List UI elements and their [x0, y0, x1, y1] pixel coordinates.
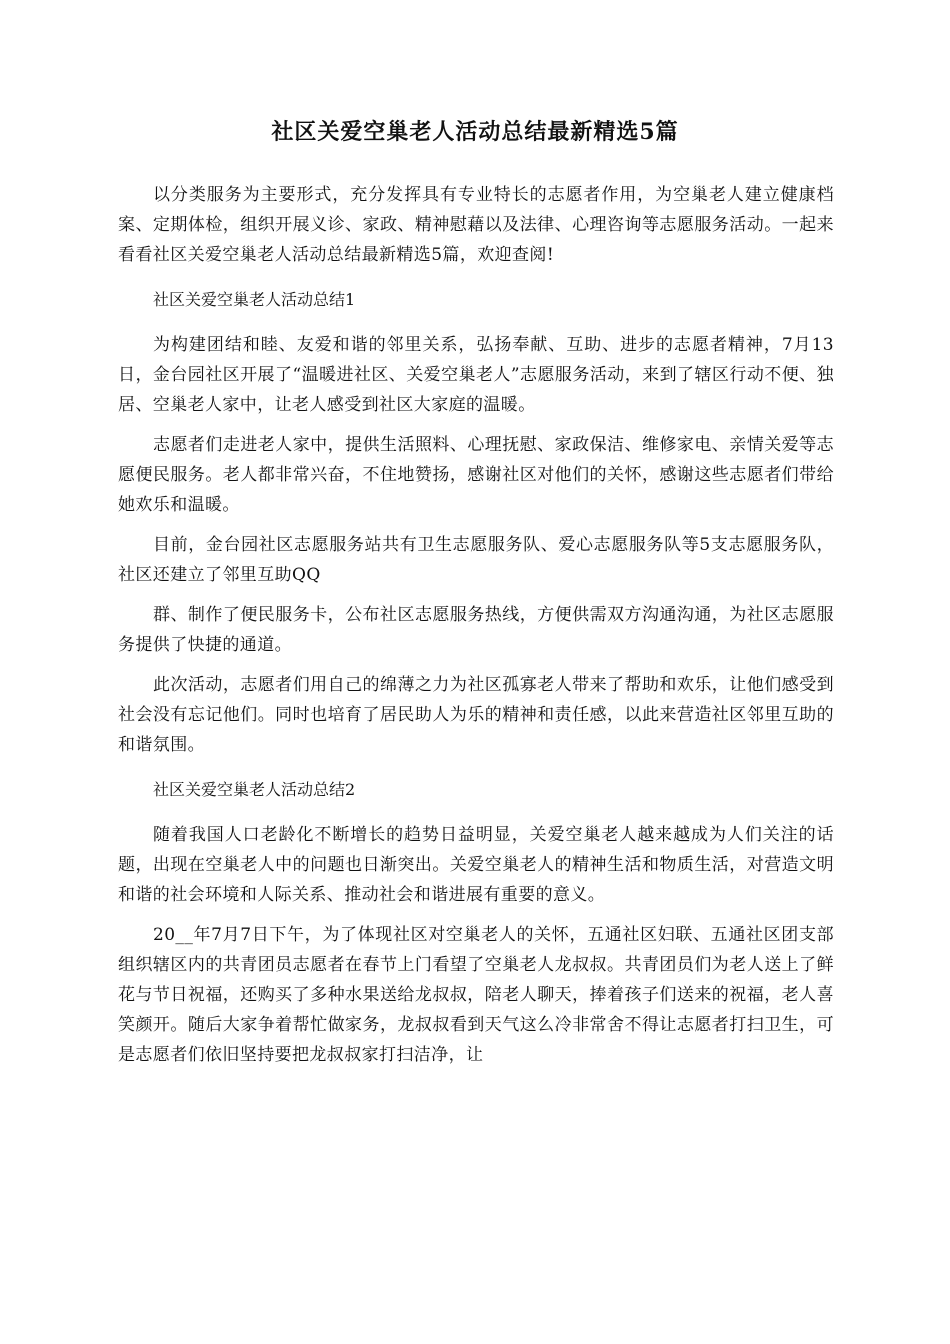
body-paragraph: 此次活动，志愿者们用自己的绵薄之力为社区孤寡老人带来了帮助和欢乐，让他们感受到社会没有忘记他们。同时也培育了居民助人为乐的精神和责任感，以此来营造社区邻里互助的和谐氛围。: [118, 675, 834, 755]
body-paragraph: 群、制作了便民服务卡，公布社区志愿服务热线，方便供需双方沟通沟通，为社区志愿服务提供了快捷的通道。: [118, 605, 834, 655]
body-paragraph: 志愿者们走进老人家中，提供生活照料、心理抚慰、家政保洁、维修家电、亲情关爱等志愿便民服务。老人都非常兴奋，不住地赞扬，感谢社区对他们的关怀，感谢这些志愿者们带给她欢乐和温暖。: [118, 435, 834, 515]
section-heading-1: 社区关爱空巢老人活动总结1: [153, 290, 356, 309]
intro-paragraph: 以分类服务为主要形式，充分发挥具有专业特长的志愿者作用，为空巢老人建立健康档案、定期体检，组织开展义诊、家政、精神慰藉以及法律、心理咨询等志愿服务活动。一起来看看社区关爱空巢老人活动总结最新精选5篇，欢迎查阅!: [118, 185, 834, 265]
body-paragraph: 目前，金台园社区志愿服务站共有卫生志愿服务队、爱心志愿服务队等5支志愿服务队，社区还建立了邻里互助QQ: [118, 535, 834, 585]
document-title: 社区关爱空巢老人活动总结最新精选5篇: [271, 119, 679, 145]
body-paragraph: 为构建团结和睦、友爱和谐的邻里关系，弘扬奉献、互助、进步的志愿者精神，7月13日，金台园社区开展了“温暖进社区、关爱空巢老人”志愿服务活动，来到了辖区行动不便、独居、空巢老人家中，让老人感受到社区大家庭的温暖。: [118, 335, 834, 415]
document-body: [118, 180, 834, 1080]
section-heading-2: 社区关爱空巢老人活动总结2: [153, 780, 356, 799]
body-paragraph: 20__年7月7日下午，为了体现社区对空巢老人的关怀，五通社区妇联、五通社区团支部组织辖区内的共青团员志愿者在春节上门看望了空巢老人龙叔叔。共青团员们为老人送上了鲜花与节日祝福，还购买了多种水果送给龙叔叔，陪老人聊天，捧着孩子们送来的祝福，老人喜笑颜开。随后大家争着帮忙做家务，龙叔叔看到天气这么冷非常舍不得让志愿者打扫卫生，可是志愿者们依旧坚持要把龙叔叔家打扫洁净，让: [118, 925, 834, 1065]
body-paragraph: 随着我国人口老龄化不断增长的趋势日益明显，关爱空巢老人越来越成为人们关注的话题，出现在空巢老人中的问题也日渐突出。关爱空巢老人的精神生活和物质生活，对营造文明和谐的社会环境和人际关系、推动社会和谐进展有重要的意义。: [118, 825, 834, 905]
